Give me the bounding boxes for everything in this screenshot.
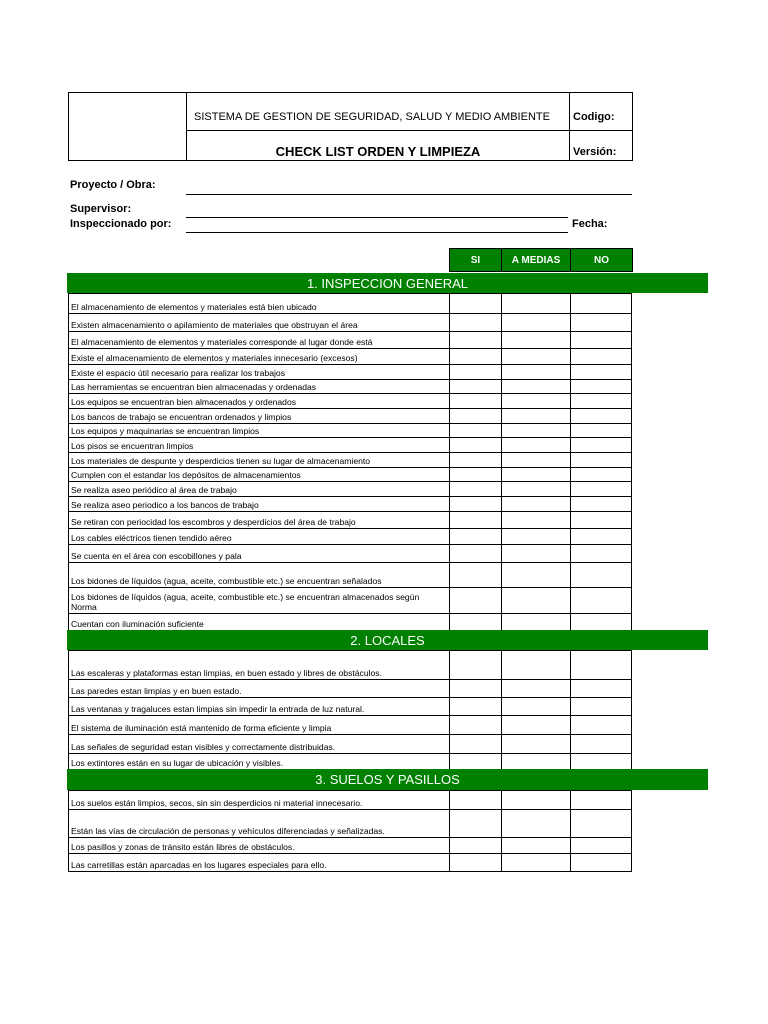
checkbox-cell-a-medias[interactable] [501,349,571,364]
checklist-row [68,511,632,529]
checkbox-cell-si[interactable] [449,294,502,313]
checkbox-cell-a-medias[interactable] [501,512,571,528]
checkbox-cell-si[interactable] [449,529,502,544]
checklist-row [68,408,632,424]
checkbox-cell-no[interactable] [570,294,633,313]
checklist-row [68,613,632,631]
checkbox-cell-a-medias[interactable] [501,588,571,613]
checklist-item-text: Los extintores están en su lugar de ubicación y visibles. [71,758,284,768]
checkbox-cell-no[interactable] [570,838,633,853]
checklist-item-text: El almacenamiento de elementos y materiales está bien ubicado [71,302,317,312]
checkbox-cell-no[interactable] [570,380,633,393]
checklist-item-text: Existe el espacio útil necesario para realizar los trabajos [71,368,285,378]
checklist-row [68,293,632,314]
checkbox-cell-no[interactable] [570,409,633,423]
checkbox-cell-si[interactable] [449,409,502,423]
checkbox-cell-no[interactable] [570,735,633,753]
checkbox-cell-a-medias[interactable] [501,810,571,837]
checkbox-cell-si[interactable] [449,438,502,452]
checklist-item-text: Las escaleras y plataformas estan limpias, en buen estado y libres de obstáculos. [71,668,382,678]
checkbox-cell-si[interactable] [449,791,502,809]
checklist-row [68,853,632,872]
checklist-item-text: Los pisos se encuentran limpios [71,441,194,451]
checklist-item-text: Los bidones de líquidos (agua, aceite, combustible etc.) se encuentran señalados [71,576,382,586]
checkbox-cell-a-medias[interactable] [501,453,571,467]
checkbox-cell-no[interactable] [570,854,633,871]
checkbox-cell-a-medias[interactable] [501,735,571,753]
inspeccionado-label: Inspeccionado por: [70,218,172,230]
version-label: Versión: [573,146,617,158]
checkbox-cell-a-medias[interactable] [501,314,571,331]
checklist-row [68,697,632,716]
header-divider [186,130,632,131]
checkbox-cell-a-medias[interactable] [501,365,571,379]
checkbox-cell-si[interactable] [449,716,502,734]
checklist-item-text: Se realiza aseo periodico a los bancos de trabajo [71,500,259,510]
checkbox-cell-a-medias[interactable] [501,680,571,697]
checkbox-cell-si[interactable] [449,349,502,364]
checklist-row [68,437,632,453]
checkbox-cell-no[interactable] [570,545,633,562]
checkbox-cell-no[interactable] [570,314,633,331]
document-title: CHECK LIST ORDEN Y LIMPIEZA [275,144,481,159]
checklist-row [68,562,632,588]
checklist-row [68,364,632,380]
checkbox-cell-si[interactable] [449,680,502,697]
checkbox-cell-a-medias[interactable] [501,563,571,587]
checklist-item-text: Se realiza aseo periódico al área de trabajo [71,485,237,495]
checkbox-cell-a-medias[interactable] [501,838,571,853]
checkbox-cell-a-medias[interactable] [501,409,571,423]
checkbox-cell-a-medias[interactable] [501,424,571,437]
fecha-label: Fecha: [572,218,608,230]
checklist-row [68,809,632,838]
checklist-item-text: Existen almacenamiento o apilamiento de materiales que obstruyan el área [71,320,358,330]
checklist-item-text: Las carretillas están aparcadas en los lugares especiales para ello. [71,860,327,870]
checkbox-cell-no[interactable] [570,468,633,481]
checklist-item-text: Los bidones de líquidos (agua, aceite, combustible etc.) se encuentran almacenados según Norma [71,592,420,612]
checkbox-cell-si[interactable] [449,512,502,528]
checklist-item-text: Los bancos de trabajo se encuentran ordenados y limpios [71,412,292,422]
checkbox-cell-no[interactable] [570,563,633,587]
checkbox-cell-no[interactable] [570,529,633,544]
checklist-row [68,313,632,332]
checklist-item-text: Existe el almacenamiento de elementos y materiales innecesario (excesos) [71,353,358,363]
checklist-item-text: Están las vías de circulación de personas y vehículos diferenciadas y señalizadas. [71,826,385,836]
checkbox-cell-a-medias[interactable] [501,468,571,481]
proyecto-field[interactable] [186,194,632,195]
supervisor-field[interactable] [186,217,568,218]
checkbox-cell-a-medias[interactable] [501,716,571,734]
checkbox-cell-no[interactable] [570,680,633,697]
checkbox-cell-a-medias[interactable] [501,294,571,313]
checkbox-cell-si[interactable] [449,810,502,837]
checkbox-cell-si[interactable] [449,754,502,769]
document-header [68,92,633,161]
column-header-no: NO [570,248,633,272]
checkbox-cell-no[interactable] [570,614,633,630]
checkbox-cell-si[interactable] [449,563,502,587]
checklist-row [68,715,632,735]
checkbox-cell-si[interactable] [449,614,502,630]
supervisor-label: Supervisor: [70,203,132,215]
checklist-item-text: El almacenamiento de elementos y materiales corresponde al lugar donde está [71,337,373,347]
checkbox-cell-si[interactable] [449,497,502,511]
checkbox-cell-si[interactable] [449,394,502,408]
checkbox-cell-no[interactable] [570,394,633,408]
checkbox-cell-a-medias[interactable] [501,394,571,408]
system-title: SISTEMA DE GESTION DE SEGURIDAD, SALUD Y MEDIO AMBIENTE [194,111,550,123]
checklist-item-text: Se cuenta en el área con escobillones y pala [71,551,242,561]
checkbox-cell-no[interactable] [570,810,633,837]
checklist-row [68,423,632,438]
checkbox-cell-si[interactable] [449,314,502,331]
inspeccionado-field[interactable] [186,232,568,233]
checklist-row [68,467,632,482]
checkbox-cell-a-medias[interactable] [501,438,571,452]
checkbox-cell-no[interactable] [570,365,633,379]
checkbox-cell-a-medias[interactable] [501,545,571,562]
checkbox-cell-no[interactable] [570,482,633,496]
checkbox-cell-a-medias[interactable] [501,754,571,769]
checklist-row [68,348,632,365]
checklist-row [68,679,632,698]
checklist-item-text: Los equipos se encuentran bien almacenados y ordenados [71,397,297,407]
checkbox-cell-si[interactable] [449,365,502,379]
proyecto-label: Proyecto / Obra: [70,179,156,191]
checkbox-cell-si[interactable] [449,332,502,348]
checklist-item-text: Las herramientas se encuentran bien almacenadas y ordenadas [71,382,317,392]
checklist-item-text: Las señales de seguridad estan visibles y correctamente distribuidas. [71,742,336,752]
checkbox-cell-no[interactable] [570,716,633,734]
checkbox-cell-si[interactable] [449,380,502,393]
checklist-row [68,753,632,770]
checklist-row [68,528,632,545]
checkbox-cell-a-medias[interactable] [501,380,571,393]
checklist-row [68,587,632,614]
checkbox-cell-a-medias[interactable] [501,332,571,348]
checklist-row [68,790,632,810]
checklist-row [68,379,632,394]
checkbox-cell-no[interactable] [570,791,633,809]
checkbox-cell-si[interactable] [449,468,502,481]
checkbox-cell-si[interactable] [449,651,502,679]
checklist-row [68,393,632,409]
checklist-row [68,496,632,512]
checklist-item-text: Se retiran con periocidad los escombros y desperdicios del área de trabajo [71,517,356,527]
checkbox-cell-a-medias[interactable] [501,651,571,679]
checkbox-cell-a-medias[interactable] [501,482,571,496]
header-divider-vertical [569,93,570,160]
checklist-item-text: Cuentan con iluminación suficiente [71,619,204,629]
checklist-row [68,544,632,563]
checklist-item-text: Los suelos están limpios, secos, sin sin desperdicios ni material innecesario. [71,798,363,808]
checkbox-cell-si[interactable] [449,838,502,853]
column-header-a-medias: A MEDIAS [501,248,571,272]
checklist-row [68,452,632,468]
checkbox-cell-a-medias[interactable] [501,698,571,715]
checkbox-cell-si[interactable] [449,698,502,715]
checklist-item-text: Los equipos y maquinarias se encuentran limpios [71,426,260,436]
checkbox-cell-no[interactable] [570,698,633,715]
checklist-row [68,837,632,854]
checkbox-cell-si[interactable] [449,545,502,562]
checkbox-cell-a-medias[interactable] [501,497,571,511]
checkbox-cell-a-medias[interactable] [501,854,571,871]
column-header-si: SI [449,248,502,272]
checklist-row [68,481,632,497]
checklist-item-text: Los cables eléctricos tienen tendido aéreo [71,533,232,543]
checkbox-cell-si[interactable] [449,453,502,467]
checkbox-cell-no[interactable] [570,512,633,528]
checklist-item-text: Los pasillos y zonas de tránsito están libres de obstáculos. [71,842,295,852]
checklist-row [68,331,632,349]
checkbox-cell-no[interactable] [570,497,633,511]
section-header: 2. LOCALES [67,630,708,650]
checkbox-cell-no[interactable] [570,754,633,769]
checkbox-cell-si[interactable] [449,482,502,496]
checkbox-cell-no[interactable] [570,651,633,679]
section-header: 1. INSPECCION GENERAL [67,273,708,293]
checklist-item-text: Las ventanas y tragaluces estan limpias sin impedir la entrada de luz natural. [71,704,365,714]
checklist-item-text: El sistema de iluminación está mantenido de forma eficiente y limpia [71,723,332,733]
logo-placeholder [69,93,187,160]
checkbox-cell-no[interactable] [570,588,633,613]
checkbox-cell-a-medias[interactable] [501,614,571,630]
checklist-row [68,650,632,680]
checklist-item-text: Cumplen con el estandar los depósitos de almacenamientos [71,470,301,480]
checkbox-cell-no[interactable] [570,453,633,467]
checklist-row [68,734,632,754]
checkbox-cell-si[interactable] [449,588,502,613]
checkbox-cell-a-medias[interactable] [501,529,571,544]
checkbox-cell-no[interactable] [570,349,633,364]
checklist-item-text: Los materiales de despunte y desperdicios tienen su lugar de almacenamiento [71,456,371,466]
section-header: 3. SUELOS Y PASILLOS [67,769,708,790]
checkbox-cell-si[interactable] [449,854,502,871]
checkbox-cell-a-medias[interactable] [501,791,571,809]
checkbox-cell-si[interactable] [449,735,502,753]
checklist-item-text: Las paredes estan limpias y en buen estado. [71,686,242,696]
checkbox-cell-si[interactable] [449,424,502,437]
checkbox-cell-no[interactable] [570,438,633,452]
codigo-label: Codigo: [573,111,615,123]
checkbox-cell-no[interactable] [570,424,633,437]
checkbox-cell-no[interactable] [570,332,633,348]
